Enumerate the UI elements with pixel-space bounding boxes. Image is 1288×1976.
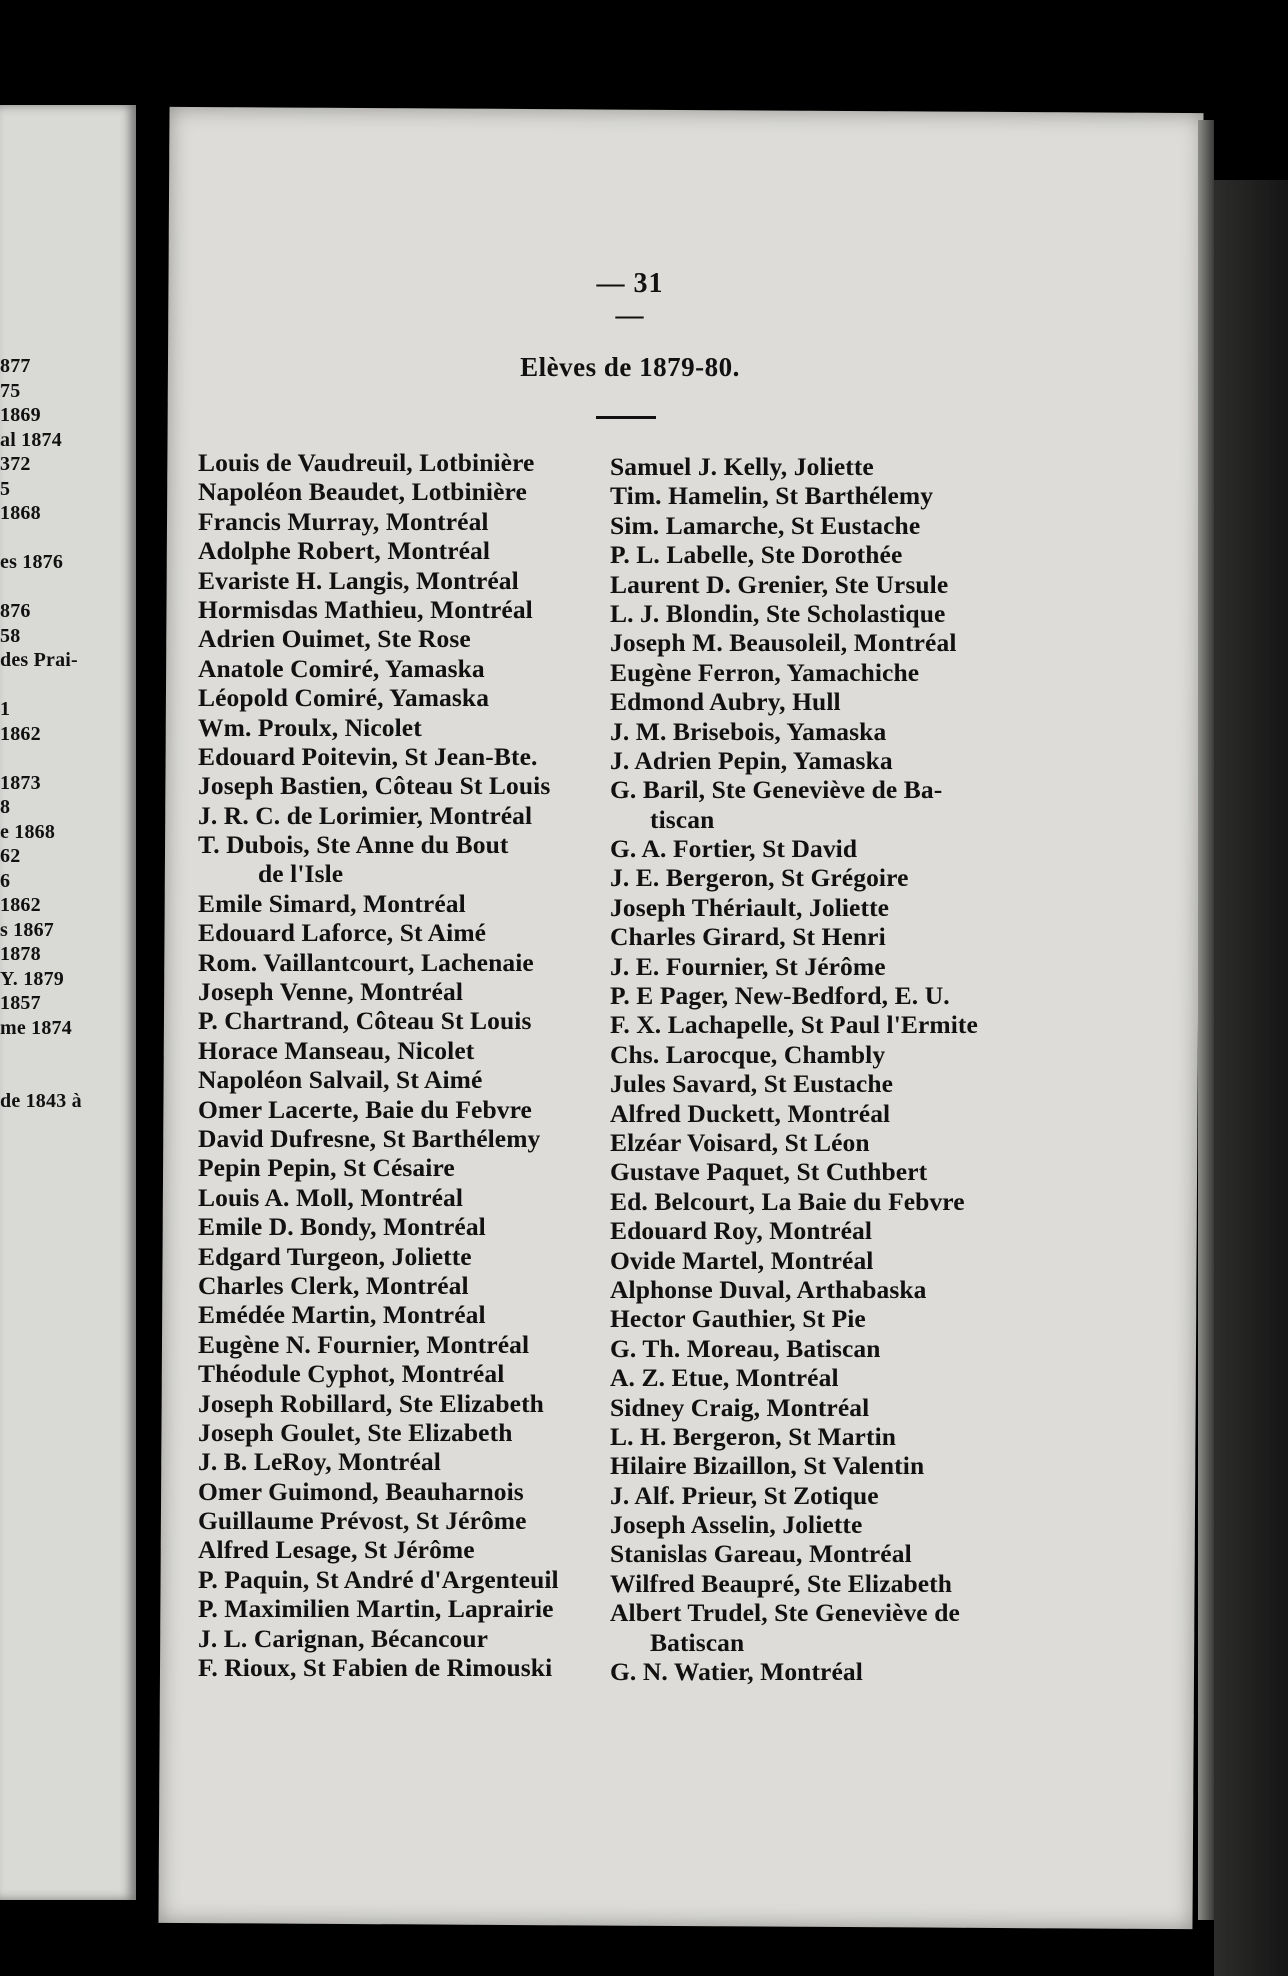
student-entry: de l'Isle xyxy=(258,859,344,889)
left-page-fragment: 877 xyxy=(0,355,31,377)
student-entry: Louis de Vaudreuil, Lotbinière xyxy=(198,448,535,477)
left-page-fragment: 8 xyxy=(0,796,11,818)
student-entry: Edouard Roy, Montréal xyxy=(610,1216,873,1246)
student-entry: Joseph Asselin, Joliette xyxy=(610,1510,863,1540)
student-entry: J. E. Fournier, St Jérôme xyxy=(610,951,886,981)
student-entry: Adolphe Robert, Montréal xyxy=(198,536,491,566)
student-entry: Emédée Martin, Montréal xyxy=(198,1300,486,1330)
student-entry: T. Dubois, Ste Anne du Bout xyxy=(198,830,509,860)
left-page-fragment: 6 xyxy=(0,869,11,892)
student-entry: P. Maximilien Martin, Laprairie xyxy=(198,1594,554,1624)
binding-strip xyxy=(1214,180,1288,1976)
left-page-fragment: es 1876 xyxy=(0,551,64,573)
student-entry: Sidney Craig, Montréal xyxy=(610,1392,870,1422)
student-entry: Alfred Lesage, St Jérôme xyxy=(198,1535,475,1565)
student-entry: Joseph Thériault, Joliette xyxy=(610,892,890,922)
student-entry: Samuel J. Kelly, Joliette xyxy=(610,452,874,481)
student-entry: P. E Pager, New-Bedford, E. U. xyxy=(610,981,950,1011)
student-entry: Omer Guimond, Beauharnois xyxy=(198,1476,524,1506)
student-entry: F. Rioux, St Fabien de Rimouski xyxy=(198,1653,553,1683)
student-entry: Omer Lacerte, Baie du Febvre xyxy=(198,1094,532,1124)
student-entry: P. L. Labelle, Ste Dorothée xyxy=(610,540,903,570)
student-entry: tiscan xyxy=(650,804,715,834)
student-entry: Anatole Comiré, Yamaska xyxy=(198,653,485,683)
student-entry: Hilaire Bizaillon, St Valentin xyxy=(610,1451,925,1481)
student-entry: Alphonse Duval, Arthabaska xyxy=(610,1274,927,1304)
student-entry: J. M. Brisebois, Yamaska xyxy=(610,716,887,746)
student-entry: Ovide Martel, Montréal xyxy=(610,1245,874,1275)
student-entry: Joseph Robillard, Ste Elizabeth xyxy=(198,1388,544,1418)
student-entry: Ed. Belcourt, La Baie du Febvre xyxy=(610,1186,965,1216)
student-entry: J. L. Carignan, Bécancour xyxy=(198,1623,489,1653)
student-entry: Hector Gauthier, St Pie xyxy=(610,1304,866,1334)
student-entry: G. Th. Moreau, Batiscan xyxy=(610,1333,881,1363)
page-number: — 31 — xyxy=(596,268,664,331)
student-entry: J. B. LeRoy, Montréal xyxy=(198,1447,441,1477)
left-page-fragment: 5 xyxy=(0,477,11,500)
students-list-right xyxy=(610,452,1010,1686)
left-page-fragment: 75 xyxy=(0,379,21,402)
student-entry: Louis A. Moll, Montréal xyxy=(198,1182,464,1212)
student-entry: F. X. Lachapelle, St Paul l'Ermite xyxy=(610,1010,978,1040)
student-entry: Emile D. Bondy, Montréal xyxy=(198,1212,486,1242)
student-entry: J. E. Bergeron, St Grégoire xyxy=(610,863,909,893)
left-page-fragment: 1869 xyxy=(0,404,41,426)
student-entry: A. Z. Etue, Montréal xyxy=(610,1363,839,1393)
left-page-fragment: al 1874 xyxy=(0,428,62,451)
student-entry: Tim. Hamelin, St Barthélemy xyxy=(610,481,934,511)
student-entry: Edouard Poitevin, St Jean-Bte. xyxy=(198,741,538,771)
heading-rule xyxy=(596,416,656,419)
left-page-fragment: s 1867 xyxy=(0,918,54,941)
student-entry: Guillaume Prévost, St Jérôme xyxy=(198,1506,527,1536)
student-entry: Chs. Larocque, Chambly xyxy=(610,1039,886,1069)
left-page-fragment: 1873 xyxy=(0,771,41,794)
student-entry: Batiscan xyxy=(650,1627,745,1657)
student-entry: G. N. Watier, Montréal xyxy=(610,1657,863,1687)
student-entry: Charles Clerk, Montréal xyxy=(198,1270,469,1300)
student-entry: Charles Girard, St Henri xyxy=(610,922,886,952)
student-entry: Laurent D. Grenier, Ste Ursule xyxy=(610,569,949,599)
left-page-fragment: me 1874 xyxy=(0,1016,72,1039)
student-entry: Napoléon Salvail, St Aimé xyxy=(198,1065,483,1095)
student-entry: Joseph Goulet, Ste Elizabeth xyxy=(198,1417,513,1447)
student-entry: Edouard Laforce, St Aimé xyxy=(198,918,487,948)
student-entry: Elzéar Voisard, St Léon xyxy=(610,1127,870,1157)
student-entry: Hormisdas Mathieu, Montréal xyxy=(198,594,533,624)
adjacent-left-page xyxy=(0,105,136,1900)
student-entry: Edgard Turgeon, Joliette xyxy=(198,1241,472,1271)
student-entry: Rom. Vaillantcourt, Lachenaie xyxy=(198,947,534,977)
left-page-fragment: 1857 xyxy=(0,992,41,1014)
student-entry: Joseph Venne, Montréal xyxy=(198,977,464,1007)
student-entry: Evariste H. Langis, Montréal xyxy=(198,565,519,595)
left-page-fragment: 372 xyxy=(0,453,31,475)
students-list-left xyxy=(198,448,608,1682)
student-entry: Adrien Ouimet, Ste Rose xyxy=(198,624,471,654)
student-entry: Horace Manseau, Nicolet xyxy=(198,1035,475,1065)
student-entry: Léopold Comiré, Yamaska xyxy=(198,683,490,713)
student-entry: Joseph M. Beausoleil, Montréal xyxy=(610,628,957,658)
student-entry: Eugène Ferron, Yamachiche xyxy=(610,657,920,687)
student-entry: J. Adrien Pepin, Yamaska xyxy=(610,745,893,775)
left-page-fragment: 1868 xyxy=(0,502,41,524)
section-heading: Elèves de 1879-80. xyxy=(520,352,740,382)
student-entry: Francis Murray, Montréal xyxy=(198,506,489,536)
left-page-fragment: 1862 xyxy=(0,722,41,745)
student-entry: Stanislas Gareau, Montréal xyxy=(610,1539,912,1569)
student-entry: Alfred Duckett, Montréal xyxy=(610,1098,891,1128)
page-edge-shadow xyxy=(1198,120,1214,1920)
student-entry: Jules Savard, St Eustache xyxy=(610,1069,894,1099)
student-entry: Napoléon Beaudet, Lotbinière xyxy=(198,477,527,507)
student-entry: G. A. Fortier, St David xyxy=(610,834,858,864)
left-page-fragment: des Prai- xyxy=(0,649,78,671)
student-entry: Gustave Paquet, St Cuthbert xyxy=(610,1157,928,1187)
left-page-fragment: 58 xyxy=(0,624,21,647)
student-entry: L. H. Bergeron, St Martin xyxy=(610,1421,897,1451)
student-entry: Sim. Lamarche, St Eustache xyxy=(610,510,921,540)
student-entry: David Dufresne, St Barthélemy xyxy=(198,1123,541,1153)
student-entry: Eugène N. Fournier, Montréal xyxy=(198,1329,530,1359)
student-entry: Edmond Aubry, Hull xyxy=(610,687,841,717)
left-page-fragment: 62 xyxy=(0,845,21,867)
student-entry: J. Alf. Prieur, St Zotique xyxy=(610,1480,879,1510)
left-page-fragment: 1878 xyxy=(0,943,41,965)
student-entry: P. Paquin, St André d'Argenteuil xyxy=(198,1564,559,1594)
left-page-fragment: 1862 xyxy=(0,894,41,916)
student-entry: J. R. C. de Lorimier, Montréal xyxy=(198,800,533,830)
student-entry: G. Baril, Ste Geneviève de Ba- xyxy=(610,775,943,805)
left-page-fragment: 876 xyxy=(0,600,31,622)
student-entry: Wm. Proulx, Nicolet xyxy=(198,712,422,742)
student-entry: Pepin Pepin, St Césaire xyxy=(198,1153,455,1183)
student-entry: Théodule Cyphot, Montréal xyxy=(198,1359,505,1389)
left-page-fragment: e 1868 xyxy=(0,820,56,843)
student-entry: P. Chartrand, Côteau St Louis xyxy=(198,1006,532,1036)
student-entry: Wilfred Beaupré, Ste Elizabeth xyxy=(610,1568,953,1598)
student-entry: Joseph Bastien, Côteau St Louis xyxy=(198,771,551,801)
left-page-fragment: de 1843 à xyxy=(0,1090,82,1112)
student-entry: Emile Simard, Montréal xyxy=(198,888,466,918)
student-entry: Albert Trudel, Ste Geneviève de xyxy=(610,1598,960,1628)
student-entry: L. J. Blondin, Ste Scholastique xyxy=(610,598,946,628)
left-page-fragment: 1 xyxy=(0,698,11,720)
left-page-fragment: Y. 1879 xyxy=(0,967,65,990)
